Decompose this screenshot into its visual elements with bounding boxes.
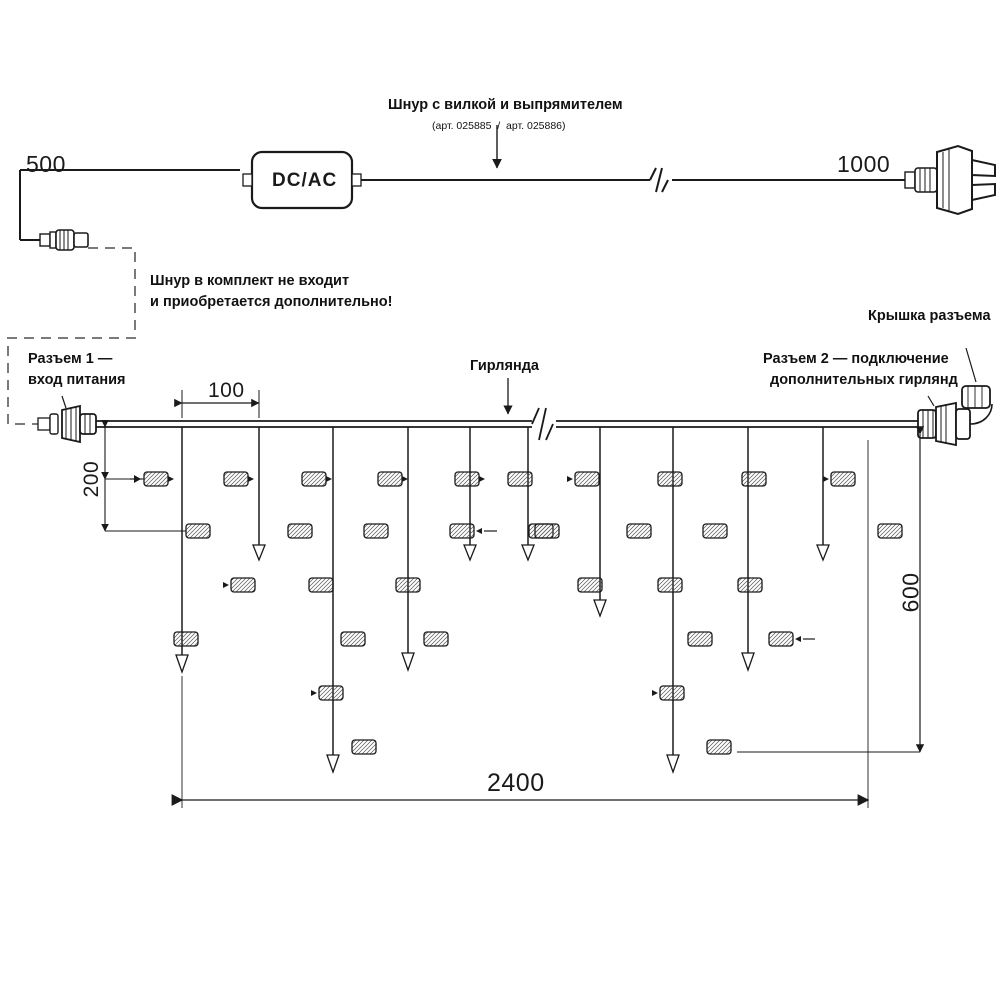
- led-bulb: [378, 472, 408, 486]
- dimension-label-200: 200: [79, 460, 103, 498]
- led-bulb: [341, 632, 365, 646]
- led-bulb: [508, 472, 532, 486]
- strand-3: [288, 427, 376, 772]
- led-bulb: [627, 524, 651, 538]
- led-bulb: [658, 578, 682, 592]
- led-bulb: [309, 578, 333, 592]
- led-bulb: [652, 686, 684, 700]
- led-bulb: [455, 472, 485, 486]
- wire-break-symbol-top: [650, 168, 668, 192]
- strand-5: [450, 427, 497, 560]
- led-bulb: [878, 524, 902, 538]
- note-cord-not-included-line2: и приобретается дополнительно!: [150, 294, 393, 310]
- strand-4: [364, 427, 448, 670]
- led-bulb: [658, 472, 682, 486]
- label-connector-1-line2: вход питания: [28, 372, 126, 388]
- led-bulb: [742, 472, 766, 486]
- led-bulb: [535, 524, 559, 538]
- label-dcac: DC/AC: [272, 170, 338, 191]
- led-bulb: [424, 632, 448, 646]
- label-cord-with-plug: Шнур с вилкой и выпрямителем: [388, 97, 623, 113]
- dashed-callout-cord-not-included: [8, 248, 135, 424]
- note-cord-not-included-line1: Шнур в комплект не входит: [150, 273, 350, 289]
- led-bulb: [688, 632, 712, 646]
- dimension-2400: [182, 440, 868, 808]
- led-bulb: [578, 578, 602, 592]
- led-bulb: [738, 578, 762, 592]
- strand-10: [817, 427, 902, 560]
- label-connector-cap: Крышка разъема: [868, 308, 991, 324]
- led-bulb: [223, 578, 255, 592]
- dimension-label-2400: 2400: [487, 769, 545, 797]
- led-bulb: [311, 686, 343, 700]
- led-bulb: [703, 524, 727, 538]
- led-bulb: [769, 632, 815, 646]
- label-connector-2-line1: Разъем 2 — подключение: [763, 351, 949, 367]
- dimension-label-1000: 1000: [837, 151, 891, 177]
- label-connector-1-line1: Разъем 1 —: [28, 351, 113, 367]
- led-bulb: [823, 472, 855, 486]
- strand-9: [703, 427, 815, 670]
- connector-1-power-input: [38, 406, 96, 442]
- dimension-label-500: 500: [26, 151, 66, 177]
- led-bulb: [174, 632, 198, 646]
- connector-2-extension: [918, 403, 970, 445]
- led-bulb: [567, 472, 599, 486]
- led-bulb: [302, 472, 332, 486]
- led-bulb: [288, 524, 312, 538]
- led-bulb: [450, 524, 497, 538]
- cord-connector-plug: [40, 230, 88, 250]
- wire-break-symbol-garland: [532, 408, 553, 440]
- strand-8: [627, 427, 731, 772]
- strand-1: [130, 427, 255, 672]
- led-bulb: [364, 524, 388, 538]
- label-cord-article-numbers: (арт. 025885 / арт. 025886): [432, 120, 566, 132]
- led-bulb: [224, 472, 254, 486]
- strand-2: [186, 427, 265, 560]
- label-garland: Гирлянда: [470, 358, 539, 374]
- power-cord-assembly: [20, 125, 995, 250]
- led-bulb: [352, 740, 376, 754]
- led-bulb: [396, 578, 420, 592]
- led-bulb: [186, 524, 210, 538]
- label-connector-2-line2: дополнительных гирлянд: [770, 372, 958, 388]
- dimension-label-600: 600: [897, 572, 924, 613]
- strand-7: [535, 427, 606, 616]
- garland-assembly: [38, 386, 992, 772]
- led-bulb: [707, 740, 731, 754]
- dimension-label-100: 100: [208, 379, 245, 402]
- strand-6: [508, 427, 553, 560]
- mains-plug: [905, 146, 995, 214]
